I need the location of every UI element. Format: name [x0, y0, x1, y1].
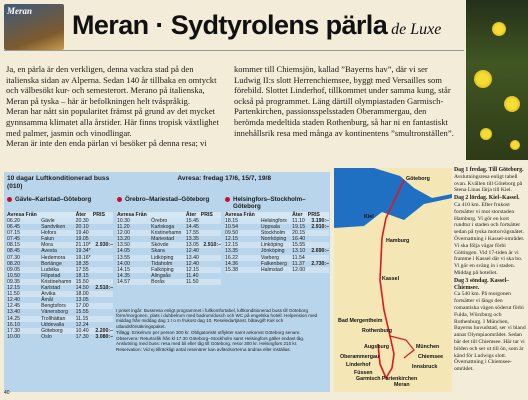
stop-name: Falun	[41, 236, 55, 243]
column-header: Avresa Från	[117, 212, 151, 218]
stop-name: Norrköping	[260, 236, 287, 243]
stop-name: Borås	[151, 279, 186, 285]
departure-time: 07.30	[7, 255, 41, 261]
departure-time: 17.30	[7, 328, 41, 334]
departure-time: 12.00	[117, 230, 151, 236]
departure-time: 09.05	[7, 267, 41, 273]
scandinavia-land	[374, 168, 452, 198]
return-time: 14.45	[185, 224, 199, 231]
stop-name: Filipstad	[41, 272, 61, 279]
flower-shape	[504, 96, 520, 112]
intro-paragraph: Ja, en pärla är den verkligen, denna vackra stad på den italienska sidan av Alperna. Sedan 140 år tillbaka en omtyckt och välbesökt kur- och semesterort. Merano på italienska, Meran på tyska – här är befolkningen helt tvåspråkig.	[6, 64, 217, 106]
route-title: Örebro–Mariestad–Göteborg	[125, 196, 210, 203]
departure-time: 15.38	[225, 267, 261, 273]
departure-time: 07.45	[7, 236, 20, 243]
meran-thumbnail-photo	[4, 4, 64, 50]
flower-shape	[492, 22, 506, 36]
stop-name: Karlstad	[41, 285, 61, 292]
stop-name: Tidaholm	[151, 260, 173, 267]
stop-name: Uppsala	[260, 224, 280, 231]
note-supplement: Tillägg: Enkelrum per person 300 kr. Obligatoriskt utflykter samt ankomst Göteborg senare.	[116, 329, 301, 335]
departure-time: 12.15	[225, 242, 261, 248]
price: 3.080:–	[95, 333, 113, 340]
stop-name: Oslo	[41, 333, 52, 340]
departure-time: 14.25	[7, 316, 41, 322]
departure-time: 07.15	[7, 230, 41, 236]
column-header: Åter	[186, 212, 201, 218]
return-time: 17.00	[76, 303, 93, 309]
return-time: 19.05	[75, 236, 89, 243]
departure-time: 14.05	[117, 248, 130, 255]
return-time: 11.37	[292, 260, 305, 267]
stop-name: Borlänge	[41, 260, 62, 267]
map-label: Kassel	[382, 276, 400, 282]
return-time: 16.40	[292, 236, 306, 243]
stop-name: Örebro	[151, 218, 186, 224]
intro-column-2	[234, 64, 456, 138]
departure-time: 11.50	[7, 291, 41, 297]
column-header: Åter	[76, 212, 93, 218]
column-header: Avresa Från	[225, 212, 261, 218]
route-table	[225, 212, 329, 273]
departure-time: 13.50	[117, 242, 151, 248]
trip-duration: 10 dagar	[7, 175, 35, 182]
return-time: 17.30	[75, 333, 89, 340]
title-divider	[4, 50, 464, 51]
price: 2.910:–	[311, 224, 329, 231]
price: 2.910:–	[201, 242, 221, 248]
price: 2.200:–	[93, 328, 113, 334]
departures-box	[4, 172, 330, 392]
price	[201, 279, 221, 285]
stop-name: Halmstad	[261, 267, 292, 273]
return-time: 12.00	[292, 267, 308, 273]
itinerary-heading: Dag 3 söndag. Kassel–Chiemsee.	[454, 277, 510, 291]
note-observe: Observera: Returtrafik från kl 17.30 Göteborg–Stockholm samt Helsingfors gäller endast tåg. Anslutning med buss: resa med bil eller tåg till Göteborg, resor 300 kr. Helsingfors 210 kr.	[116, 336, 305, 347]
departure-time: 10.30	[117, 218, 151, 224]
page-number: 40	[4, 390, 10, 396]
return-time: 17.55	[76, 267, 93, 273]
departure-time: 09.50	[225, 230, 261, 236]
route-gavle-goteborg	[7, 196, 113, 340]
stop-name: Arvika	[41, 291, 76, 297]
return-time: 13.35	[185, 236, 199, 243]
stop-name: Ludvika	[41, 267, 76, 273]
intro-paragraph: Meran är inte den enda pärlan vi besöker på denna resa; vi	[6, 138, 207, 149]
route-marker-icon	[117, 197, 122, 202]
return-time: 11.50	[186, 279, 201, 285]
return-time: 19.15	[292, 224, 306, 231]
departure-time: 06.20	[7, 218, 41, 224]
return-time: 13.05	[75, 297, 89, 304]
table-row	[7, 334, 113, 340]
map-label: Meran	[394, 382, 410, 388]
departure-time: 14.00	[117, 260, 130, 267]
stop-name: Stockholm	[261, 230, 292, 236]
flower-shape	[510, 140, 520, 150]
price: 2.510:–	[95, 285, 113, 292]
map-label: Füssen	[354, 370, 373, 376]
flower-photo	[466, 0, 528, 160]
return-time: 15.55	[292, 242, 308, 248]
departure-time: 10.00	[7, 333, 20, 340]
flower-shape	[474, 70, 492, 88]
trip-summary	[7, 175, 147, 195]
return-time: 15.45	[185, 218, 199, 224]
price-notes	[116, 308, 326, 354]
departure-time: 13.35	[225, 248, 238, 255]
itinerary-text: Ca 410 km. Efter frukost fortsätter vi mot storstaden Hamburg. Vi gör en kort rundtur i staden och fortsätter sedan på tyska motorvägsnätet. Övernattning i Kassel-området. Vi ska följa vägar förbi Göttingen. Vid 17-tiden är vi framme i Kassel där vi ska bo. Vi gör en sväng in i staden. Middag på hotellet.	[454, 201, 525, 276]
return-time: 11.10	[292, 218, 308, 224]
departure-dates: Avresa: fredag 17/6, 15/7, 19/8	[177, 175, 271, 182]
map-label: Linderhof	[346, 362, 371, 368]
return-time: 15.55	[75, 309, 89, 316]
stop-name: Skara	[151, 248, 165, 255]
page-title-text: Meran · Sydtyrolens pärla	[72, 10, 388, 40]
departure-time: 14.57	[117, 279, 151, 285]
return-time: 17.55	[185, 230, 199, 237]
page-title	[72, 10, 441, 41]
stop-name: Bengtsfors	[41, 303, 76, 309]
departure-time: 12.45	[7, 303, 41, 309]
return-time: 11.54	[292, 255, 308, 261]
map-label: Bad Mergentheim	[338, 318, 383, 324]
departure-time: 16.22	[225, 255, 261, 261]
itinerary-text: Ca 540 km. På morgonen fortsätter vi längs den romantiska vägen söderut förbi Fulda, Würzburg och Rothenburg. I München, Bayerns huvudstad, ser vi bland annat Olympiaområdet. Sedan bär det till Chiemsee. Här tar vi bilden och ser ut till ön, som är känd för Ludwigs slott. Övernattning i Chiemsee-området.	[454, 291, 526, 373]
table-row	[117, 279, 221, 285]
stop-name: Alingsås	[151, 272, 171, 279]
departure-time: 06.45	[7, 224, 20, 231]
stop-name: Kristinehamn	[151, 230, 186, 236]
departure-time: 14.15	[117, 267, 151, 273]
trip-transport: Luftkonditionerad buss	[35, 175, 110, 182]
departure-time: 12.40	[7, 297, 20, 304]
stop-name: Mora	[41, 242, 76, 248]
return-time: 12.15	[185, 266, 199, 273]
itinerary-heading: Dag 1 fredag. Till Göteborg.	[454, 167, 524, 173]
stop-name: Karlskoga	[151, 224, 175, 231]
itinerary-heading: Dag 2 lördag. Kiel–Kassel.	[454, 195, 520, 202]
route-marker-icon	[7, 197, 12, 202]
intro-column-1	[6, 64, 228, 149]
return-time: 18.35	[75, 260, 89, 267]
return-time: 21.10*	[76, 242, 93, 248]
departure-time: 08.15	[7, 242, 41, 248]
map-label: Chiemsee	[418, 354, 444, 360]
stop-name: Skövde	[151, 242, 186, 248]
route-table	[117, 212, 221, 285]
note-reservation: Reservation: Vid ej tillräckligt antal resenärer kan avfärdsorterna ändras eller inställas.	[116, 347, 291, 353]
route-title: Helsingfors–Stockholm–Göteborg	[233, 196, 306, 210]
departure-time: 16.10	[7, 321, 20, 328]
map-label: Garmisch Partenkirchen	[356, 376, 418, 382]
itinerary-column	[454, 166, 526, 373]
return-time: 20.15	[292, 230, 308, 236]
route-helsingfors-goteborg	[225, 196, 329, 306]
stop-name: Åmål	[41, 297, 53, 304]
intro-paragraph: Meran har nått sin popularitet främst på grund av det mycket gynnsamma klimatet alla årstider. Här finns tropisk växtlighet med palmer, jasmin och vinodlingar.	[6, 106, 219, 138]
return-time: 18.00	[76, 291, 93, 297]
stop-name: Uddevalla	[41, 321, 65, 328]
map-label: Göteborg	[406, 176, 430, 182]
departures-header	[7, 175, 327, 195]
stop-name: Gävle	[41, 218, 76, 224]
route-marker-icon	[225, 197, 230, 202]
price: 2.730:–	[311, 260, 329, 267]
return-time: 20.10	[75, 224, 89, 231]
stop-name: Mariestad	[151, 236, 174, 243]
stop-name: Falköping	[151, 267, 186, 273]
stop-name: Sandviken	[41, 224, 66, 231]
stop-name: Trollhättan	[41, 316, 76, 322]
stop-name: Göteborg	[41, 328, 76, 334]
column-header: PRIS	[93, 212, 113, 218]
route-table	[7, 212, 113, 340]
itinerary-text: Avslutningsresa enligt tabell ovan. Kvällen till Göteborg på Stena Linas färja till Kiel.	[454, 173, 523, 194]
return-time: 18.15	[75, 272, 89, 279]
departure-time: 13.20	[117, 236, 130, 243]
map-label: Innsbruck	[412, 364, 438, 370]
map-label: Augsburg	[364, 344, 390, 350]
return-time: 12.40	[185, 260, 199, 267]
departure-time: 18.15	[225, 218, 261, 224]
route-title: Gävle–Karlstad–Göteborg	[15, 196, 92, 203]
departure-time: 14.36	[225, 260, 238, 267]
map-label: Oberammergau	[340, 354, 380, 360]
price: 3.190:–	[308, 218, 329, 224]
return-time: 13.05	[185, 242, 199, 249]
departure-time: 08.45	[7, 248, 20, 255]
return-time: 13.40	[185, 254, 199, 261]
departure-time: 08.20	[7, 260, 20, 267]
stop-name: Linköping	[261, 242, 292, 248]
stop-name: Vänersborg	[41, 309, 68, 316]
stop-name: Varberg	[261, 255, 292, 261]
title-suffix: de Luxe	[391, 21, 442, 38]
column-header: PRIS	[201, 212, 221, 218]
stop-name: Hofors	[41, 230, 76, 236]
stop-name: Lidköping	[151, 255, 186, 261]
thumbnail-label: Meran	[7, 6, 33, 16]
flower-shape	[480, 128, 492, 140]
return-time: 12.24	[75, 321, 89, 328]
stop-name: Jönköping	[260, 248, 285, 255]
table-row	[225, 267, 329, 273]
price: 2.930:–	[93, 242, 113, 248]
departure-time: 12.15	[225, 236, 238, 243]
price: 2.690:–	[311, 248, 329, 255]
stop-name: Falkenberg	[260, 260, 287, 267]
intro-paragraph: kommer till Chiemsjön, kallad ”Bayerns hav”, där vi ser Ludwig II:s slott Herrenchiemsee, byggt med Versailles som förebild. Slottet Linderhof, tillkommet under samma kung, står också på programmet. Läng därtill olympiastaden Garmisch-Partenkirchen, passionsspelsstaden Oberammergau, den berömda medeltida staden Rothenburg, så har ni en fantastiskt innehållsrik resa med många av kontinentens ”smultronställen”.	[234, 64, 454, 138]
stop-name: Helsingfors	[261, 218, 292, 224]
note-included: I priset ingår: Bussresa enligt programmet i fullkomfortabel, luftkonditionerad buss till Göteborg förre/morgonen, plats i dubbelrum med badrum/dusch och WC på engelska hotell. Helpension med middag från middag dag 1 t o m frukost dag 10. Reseledartjänst, båtavgift Kiel och utlandsförsäkringspaket.	[116, 308, 318, 329]
return-time: 20.30	[76, 218, 93, 224]
map-label: Hamburg	[386, 238, 410, 244]
departure-time: 11.20	[117, 224, 130, 231]
column-header: Avresa Från	[7, 212, 41, 218]
stop-name: Avesta	[41, 248, 57, 255]
departure-time: 09.35	[7, 279, 41, 285]
return-time: 12.40	[185, 248, 199, 255]
departure-time: 13.55	[117, 255, 151, 261]
return-time: 14.50	[75, 285, 89, 292]
departure-time: 10.54	[225, 224, 238, 231]
return-time: 19.40	[76, 230, 93, 236]
return-time: 19.16*	[76, 255, 93, 261]
return-time: 10.40	[76, 328, 93, 334]
return-time: 11.40	[185, 272, 199, 279]
stop-name: Hedemora	[41, 255, 76, 261]
map-label: Kiel	[364, 214, 374, 220]
return-time: 13.10	[292, 248, 306, 255]
departure-time: 13.40	[7, 309, 20, 316]
map-label: Rothenburg	[362, 328, 393, 334]
stop-name: Kristinehamn	[41, 279, 76, 285]
column-header: PRIS	[308, 212, 329, 218]
return-time: 11.15	[76, 316, 93, 322]
return-time: 15.50	[76, 279, 93, 285]
departure-time: 10.50	[7, 272, 20, 279]
price	[308, 267, 329, 273]
map-label: München	[416, 344, 440, 350]
route-orebro-goteborg	[117, 196, 221, 306]
return-time: 19.34*	[75, 248, 91, 255]
route-map	[334, 168, 452, 392]
departure-time: 14.35	[117, 272, 130, 279]
trip-code: (010)	[7, 183, 23, 190]
departure-time: 12.15	[7, 285, 20, 292]
column-header: Åter	[292, 212, 308, 218]
